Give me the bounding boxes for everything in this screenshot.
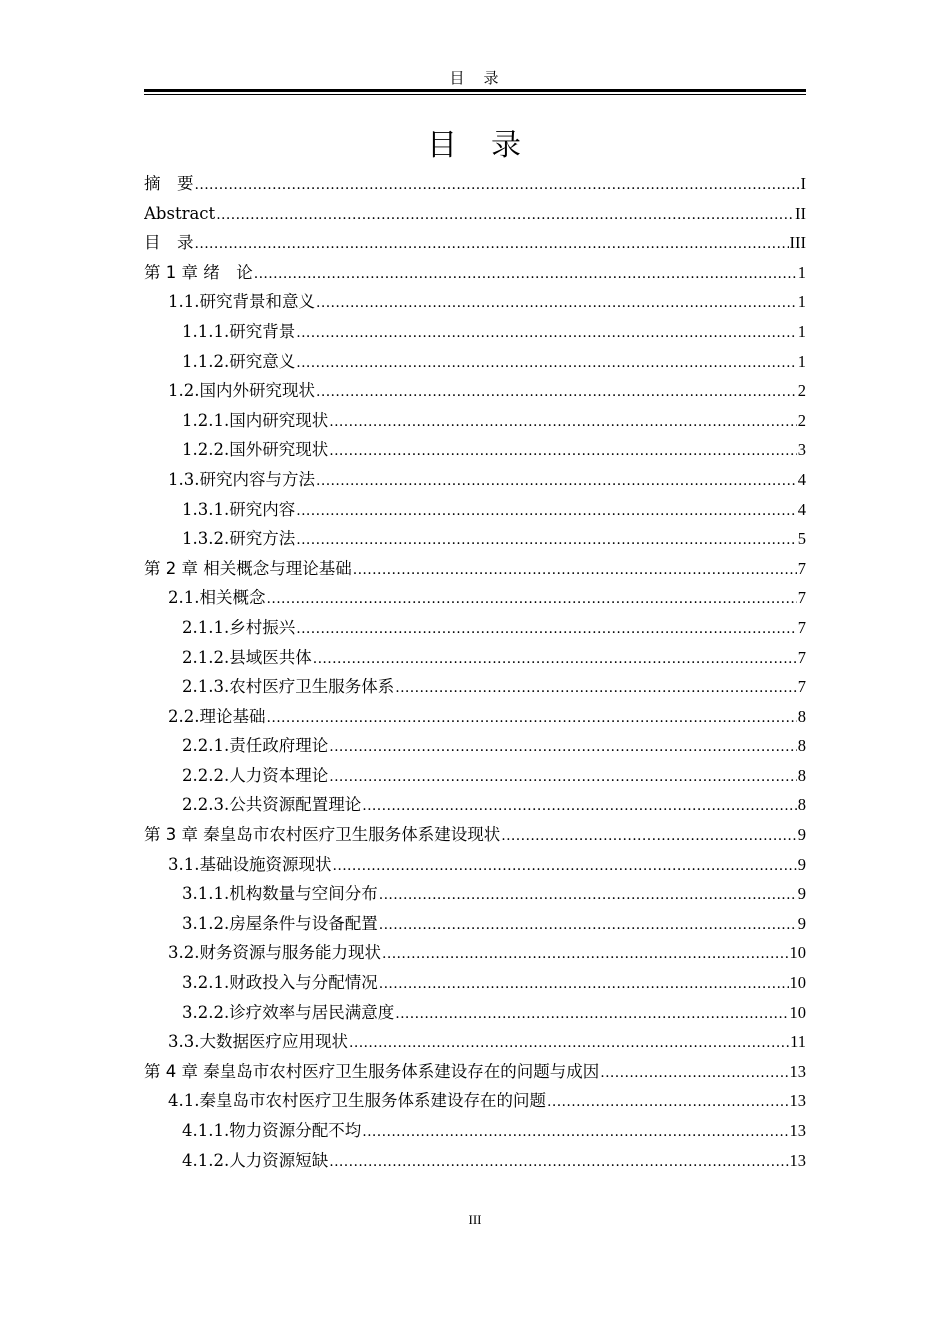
toc-entry-text: 第 3 章 秦皇岛市农村医疗卫生服务体系建设现状 [144, 825, 501, 845]
toc-entry-text: 2.1.3.农村医疗卫生服务体系 [182, 677, 395, 697]
toc-page-number: 7 [797, 588, 806, 608]
toc-entry-text: 4.1.2.人力资源短缺 [182, 1150, 329, 1170]
dot-leader [316, 467, 797, 495]
toc-page-number: 1 [797, 321, 806, 341]
toc-entry-text: 摘 要 [144, 174, 194, 193]
dot-leader [296, 319, 797, 347]
toc-subsection-entry[interactable] [144, 406, 806, 436]
toc-section-entry[interactable] [144, 1086, 806, 1116]
toc-page-number: 7 [797, 677, 806, 697]
toc-page-number: I [800, 174, 806, 193]
toc-title: 目 录 [427, 128, 523, 163]
toc-subsection-entry[interactable] [144, 643, 806, 673]
toc-entry-text: 2.2.1.责任政府理论 [182, 736, 329, 756]
toc-section-entry[interactable] [144, 376, 806, 406]
toc-page-number: 13 [789, 1121, 806, 1140]
toc-entry-text: 1.3.2.研究方法 [182, 529, 296, 549]
dot-leader [195, 171, 800, 199]
toc-page-number: 11 [790, 1032, 806, 1052]
dot-leader [329, 763, 797, 791]
toc-page-number: 2 [797, 410, 806, 430]
toc-entry[interactable] [144, 169, 806, 199]
toc-chapter-entry[interactable] [144, 820, 806, 850]
dot-leader [296, 526, 797, 554]
dot-leader [501, 822, 797, 850]
toc-entry-text: 第 2 章 相关概念与理论基础 [144, 558, 352, 578]
toc-subsection-entry[interactable] [144, 1116, 806, 1146]
toc-page-number: 13 [789, 1061, 806, 1081]
toc-entry-text: 3.1.2.房屋条件与设备配置 [182, 913, 378, 933]
toc-entry-text: 1.3.研究内容与方法 [168, 469, 315, 489]
toc-section-entry[interactable] [144, 287, 806, 317]
toc-page-number: III [789, 233, 806, 253]
toc-entry-text: 3.1.1.机构数量与空间分布 [182, 884, 378, 904]
toc-section-entry[interactable] [144, 1027, 806, 1057]
toc-page-number: 2 [797, 381, 806, 401]
toc-page-number: II [795, 203, 806, 223]
toc-entry-text: 2.2.3.公共资源配置理论 [182, 795, 362, 815]
toc-subsection-entry[interactable] [144, 879, 806, 909]
toc-entry[interactable] [144, 199, 806, 229]
toc-entry-text: 3.2.1.财政投入与分配情况 [182, 973, 378, 993]
dot-leader [395, 1000, 788, 1028]
dot-leader [296, 349, 797, 377]
toc-subsection-entry[interactable] [144, 1146, 806, 1176]
toc-entry-text: 2.2.理论基础 [168, 706, 266, 726]
toc-page-number: 9 [797, 913, 806, 933]
dot-leader [379, 970, 789, 998]
toc-page-number: 8 [797, 765, 806, 785]
dot-leader [296, 497, 797, 525]
toc-entry-text: 2.1.1.乡村振兴 [182, 617, 296, 637]
toc-subsection-entry[interactable] [144, 968, 806, 998]
toc-page-number: 13 [789, 1091, 806, 1111]
toc-page-number: 4 [797, 469, 806, 489]
toc-page-number: 8 [797, 736, 806, 756]
toc-entry[interactable] [144, 228, 806, 258]
toc-page-number: 1 [797, 292, 806, 312]
toc-subsection-entry[interactable] [144, 998, 806, 1028]
dot-leader [600, 1059, 788, 1087]
dot-leader [329, 1148, 788, 1176]
toc-page-number: 7 [797, 647, 806, 667]
dot-leader [333, 852, 797, 880]
toc-page-number: 9 [797, 825, 806, 845]
dot-leader [254, 260, 797, 288]
dot-leader [267, 704, 797, 732]
toc-entry-text: 1.2.1.国内研究现状 [182, 410, 329, 430]
toc-entry-text: 1.2.国内外研究现状 [168, 381, 315, 401]
toc-page-number: 9 [797, 884, 806, 904]
toc-page-number: 7 [797, 617, 806, 637]
toc-entry-text: 3.3.大数据医疗应用现状 [168, 1032, 348, 1052]
toc-entry-text: 2.2.2.人力资本理论 [182, 765, 329, 785]
toc-entry-text: 1.2.2.国外研究现状 [182, 440, 329, 460]
toc-chapter-entry[interactable] [144, 554, 806, 584]
toc-page-number: 10 [789, 943, 806, 963]
dot-leader [316, 378, 797, 406]
toc-subsection-entry[interactable] [144, 317, 806, 347]
toc-page-number: 9 [797, 854, 806, 874]
dot-leader [362, 1118, 788, 1146]
toc-subsection-entry[interactable] [144, 790, 806, 820]
dot-leader [379, 911, 797, 939]
dot-leader [267, 585, 797, 613]
toc-section-entry[interactable] [144, 702, 806, 732]
header-rule-thick [144, 89, 806, 92]
toc-entry-text: 1.1.2.研究意义 [182, 351, 296, 371]
header-rule-thin [144, 94, 806, 95]
toc-page-number: 13 [789, 1150, 806, 1170]
dot-leader [313, 645, 797, 673]
toc-page-number: 8 [797, 795, 806, 815]
toc-subsection-entry[interactable] [144, 435, 806, 465]
toc-page-number: 3 [797, 440, 806, 460]
toc-section-entry[interactable] [144, 583, 806, 613]
dot-leader [195, 230, 789, 258]
toc-page-number: 7 [797, 558, 806, 578]
dot-leader [349, 1029, 789, 1057]
toc-subsection-entry[interactable] [144, 731, 806, 761]
dot-leader [379, 881, 797, 909]
dot-leader [547, 1088, 789, 1116]
toc-page-number: 1 [797, 262, 806, 282]
toc-subsection-entry[interactable] [144, 524, 806, 554]
toc-entry-text: 1.3.1.研究内容 [182, 499, 296, 519]
toc-page-number: 8 [797, 706, 806, 726]
toc-subsection-entry[interactable] [144, 761, 806, 791]
dot-leader [329, 437, 797, 465]
toc-entry-text: 2.1.2.县域医共体 [182, 647, 312, 667]
toc-chapter-entry[interactable] [144, 1057, 806, 1087]
toc-entry-text: 4.1.秦皇岛市农村医疗卫生服务体系建设存在的问题 [168, 1091, 546, 1111]
toc-page-number: 10 [789, 1002, 806, 1022]
toc-entry-text: 第 4 章 秦皇岛市农村医疗卫生服务体系建设存在的问题与成因 [144, 1061, 600, 1081]
toc-entry-text: 目 录 [144, 233, 194, 253]
toc-list [144, 169, 806, 1175]
toc-section-entry[interactable] [144, 938, 806, 968]
toc-page-number: 5 [797, 529, 806, 549]
dot-leader [329, 408, 797, 436]
toc-entry-text: 第 1 章 绪 论 [144, 262, 253, 282]
toc-entry-text: 1.1.1.研究背景 [182, 321, 296, 341]
toc-entry-text: 3.2.2.诊疗效率与居民满意度 [182, 1002, 395, 1022]
toc-entry-text: 3.2.财务资源与服务能力现状 [168, 943, 381, 963]
dot-leader [296, 615, 797, 643]
dot-leader [329, 733, 797, 761]
dot-leader [316, 289, 797, 317]
toc-section-entry[interactable] [144, 850, 806, 880]
toc-subsection-entry[interactable] [144, 495, 806, 525]
toc-subsection-entry[interactable] [144, 613, 806, 643]
toc-entry-text: 2.1.相关概念 [168, 588, 266, 608]
dot-leader [353, 556, 797, 584]
toc-entry-text: 3.1.基础设施资源现状 [168, 854, 332, 874]
toc-subsection-entry[interactable] [144, 672, 806, 702]
toc-entry-text: Abstract [144, 203, 216, 223]
toc-subsection-entry[interactable] [144, 909, 806, 939]
running-header: 目 录 [449, 69, 501, 87]
dot-leader [216, 201, 794, 229]
toc-page-number: 1 [797, 351, 806, 371]
dot-leader [362, 792, 797, 820]
toc-page-number: 4 [797, 499, 806, 519]
toc-page-number: 10 [789, 973, 806, 993]
toc-entry-text: 1.1.研究背景和意义 [168, 292, 315, 312]
toc-subsection-entry[interactable] [144, 347, 806, 377]
toc-entry-text: 4.1.1.物力资源分配不均 [182, 1121, 362, 1140]
page-number-footer: III [468, 1212, 482, 1227]
toc-section-entry[interactable] [144, 465, 806, 495]
toc-chapter-entry[interactable] [144, 258, 806, 288]
dot-leader [382, 940, 789, 968]
dot-leader [395, 674, 797, 702]
